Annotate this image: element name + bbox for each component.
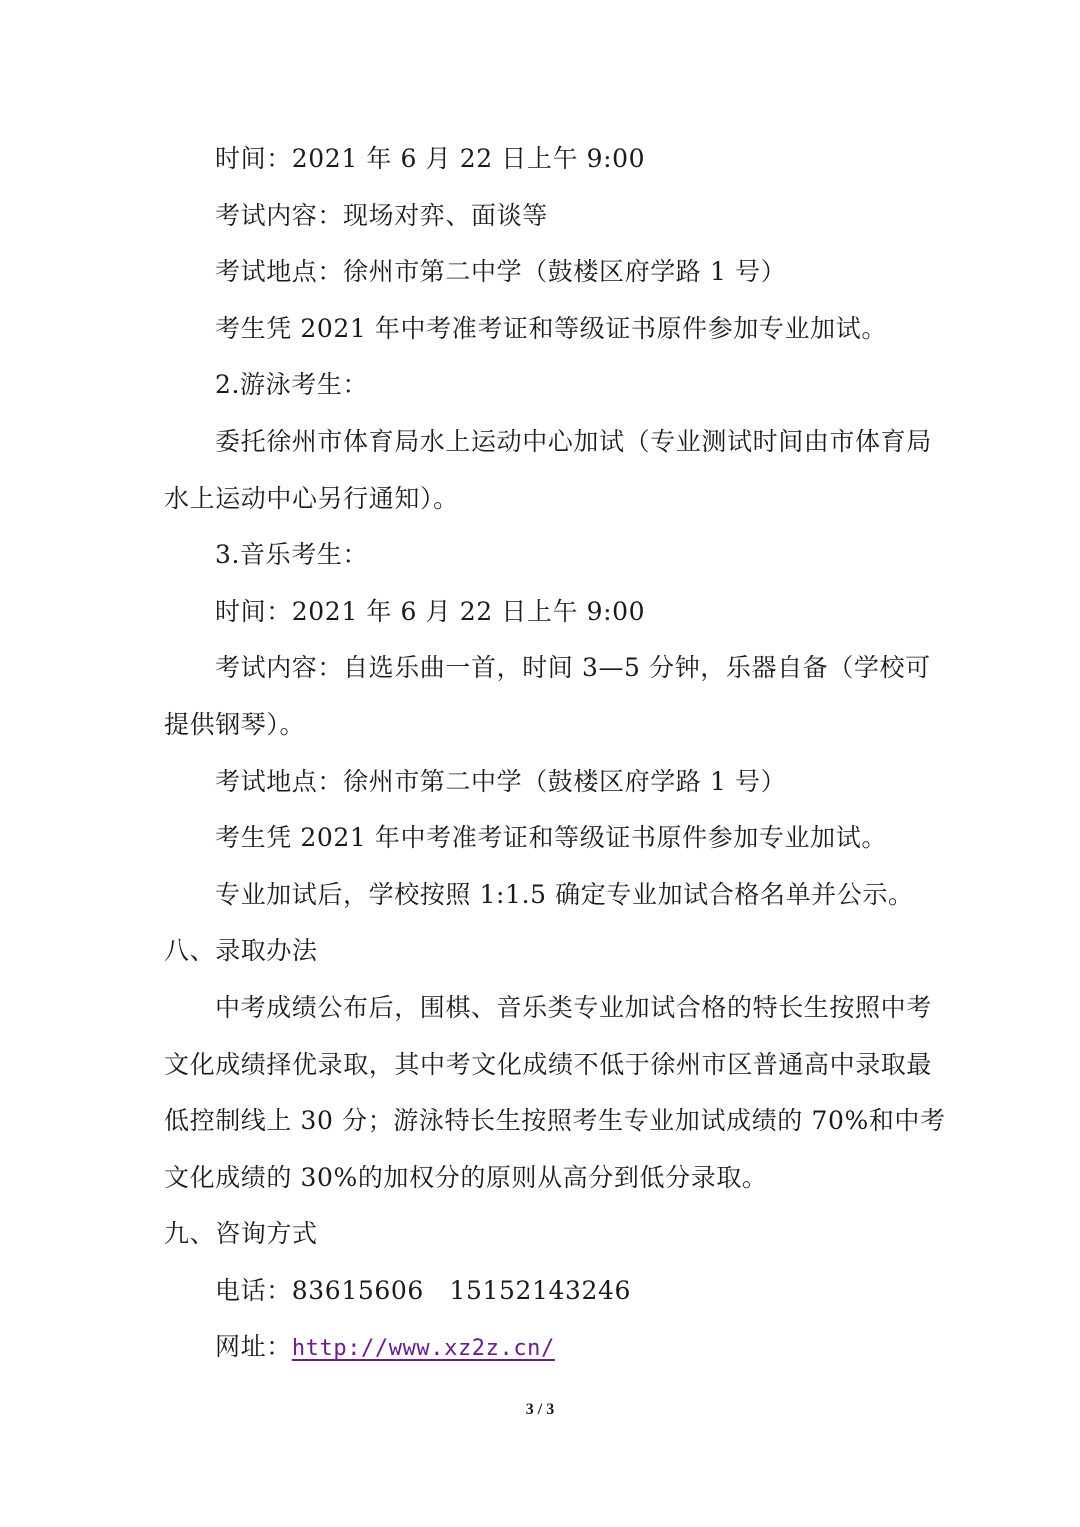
- music-content-line-1: 考试内容：自选乐曲一首，时间 3—5 分钟，乐器自备（学校可: [215, 653, 931, 683]
- document-body: [164, 131, 946, 1378]
- phone-line: 电话：83615606 15152143246: [215, 1275, 632, 1305]
- admission-paragraph-line-2: 文化成绩择优录取，其中考文化成绩不低于徐州市区普通高中录取最: [164, 1049, 933, 1079]
- music-location-line: 考试地点：徐州市第二中学（鼓楼区府学路 1 号）: [215, 766, 787, 796]
- exam-time-line: 时间：2021 年 6 月 22 日上午 9:00: [215, 144, 646, 173]
- music-content-line-2: 提供钢琴）。: [164, 709, 306, 739]
- exam-location-line: 考试地点：徐州市第二中学（鼓楼区府学路 1 号）: [215, 257, 787, 287]
- website-link[interactable]: http://www.xz2z.cn/: [291, 1336, 555, 1362]
- swimming-paragraph-line-2: 水上运动中心另行通知）。: [164, 483, 459, 513]
- admission-paragraph-line-1: 中考成绩公布后，围棋、音乐类专业加试合格的特长生按照中考: [215, 992, 932, 1022]
- page-number: 3 / 3: [525, 1401, 555, 1418]
- section-nine-heading: 九、咨询方式: [164, 1219, 318, 1249]
- qualification-line: 专业加试后，学校按照 1:1.5 确定专业加试合格名单并公示。: [215, 879, 914, 909]
- website-line: [164, 1319, 924, 1378]
- music-time-line: 时间：2021 年 6 月 22 日上午 9:00: [215, 596, 646, 626]
- admission-paragraph-line-4: 文化成绩的 30%的加权分的原则从高分到低分录取。: [164, 1162, 768, 1192]
- swimming-heading: 2.游泳考生：: [215, 370, 369, 400]
- website-label: 网址：: [215, 1332, 292, 1362]
- exam-credentials-line: 考生凭 2021 年中考准考证和等级证书原件参加专业加试。: [215, 313, 887, 343]
- music-heading: 3.音乐考生：: [215, 540, 369, 570]
- admission-paragraph-line-3: 低控制线上 30 分；游泳特长生按照考生专业加试成绩的 70%和中考: [164, 1106, 946, 1136]
- music-credentials-line: 考生凭 2021 年中考准考证和等级证书原件参加专业加试。: [215, 823, 887, 853]
- section-eight-heading: 八、录取办法: [164, 936, 318, 966]
- exam-content-line: 考试内容：现场对弈、面谈等: [215, 200, 548, 230]
- swimming-paragraph-line-1: 委托徐州市体育局水上运动中心加试（专业测试时间由市体育局: [215, 426, 932, 456]
